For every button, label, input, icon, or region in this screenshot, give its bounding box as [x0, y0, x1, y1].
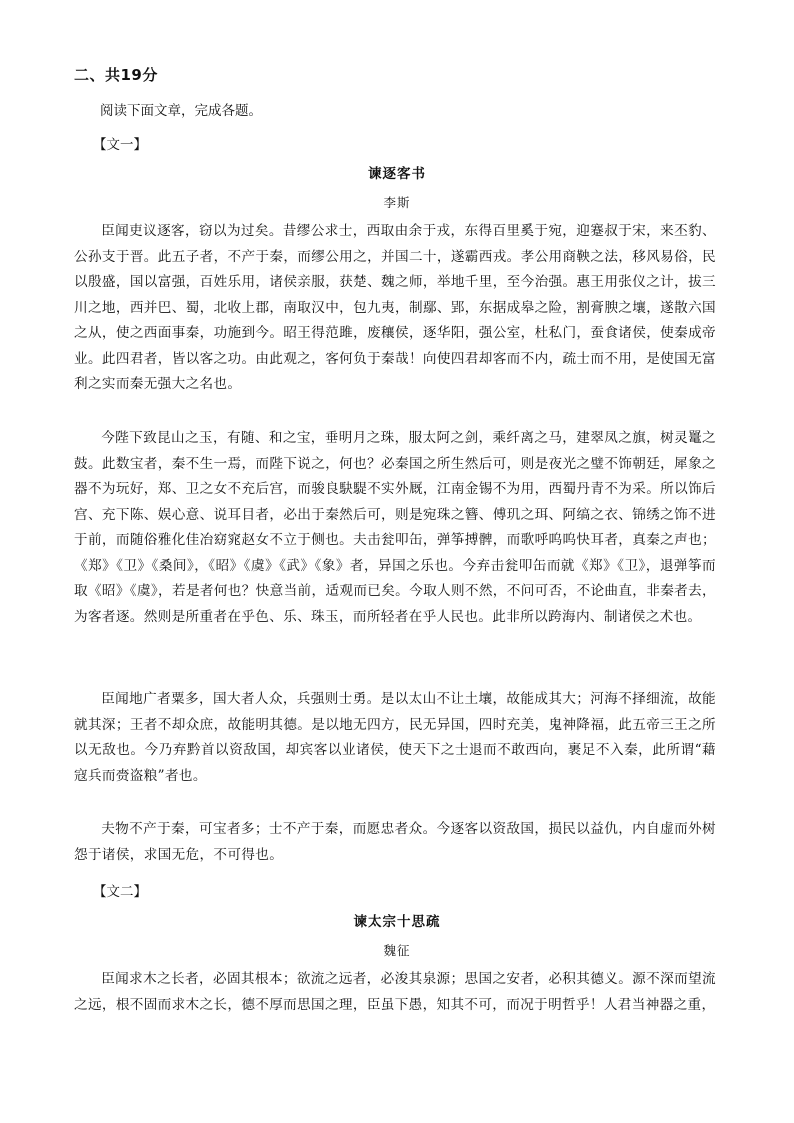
- text2-label: 【文二】: [93, 884, 147, 900]
- text1-author: 李斯: [383, 195, 411, 210]
- text2-title: 谏太宗十思疏: [353, 914, 441, 930]
- text1-paragraph-2: 今陛下致昆山之玉，有随、和之宝，垂明月之珠，服太阿之剑，乘纤离之马，建翠凤之旗，树灵鼍之鼓。此数宝者，秦不生一焉，而陛下说之，何也？必秦国之所生然后可，则是夜光之璧不饰朝廷，犀象之器不为玩好，郑、卫之女不充后宫，而骏良駃騠不实外厩，江南金锡不为用，西蜀丹青不为采。所以饰后宫、充下陈、娱心意、说耳目者，必出于秦然后可，则是宛珠之簪、傅玑之珥、阿缟之衣、锦绣之饰不进于前，而随俗雅化佳冶窈窕赵女不立于侧也。夫击瓮叩缶，弹筝搏髀，而歌呼呜呜快耳者，真秦之声也；《郑》《卫》《桑间》，《昭》《虞》《武》《象》者，异国之乐也。今弃击瓮叩缶而就《郑》《卫》，退弹筝而取《昭》《虞》，若是者何也？快意当前，适观而已矣。今取人则不然，不问可否，不论曲直，非秦者去，为客者逐。然则是所重者在乎色、乐、珠玉，而所轻者在乎人民也。此非所以跨海内、制诸侯之术也。: [74, 430, 716, 625]
- text1-title: 谏逐客书: [368, 166, 426, 182]
- text1-paragraph-1: 臣闻吏议逐客，窃以为过矣。昔缪公求士，西取由余于戎，东得百里奚于宛，迎蹇叔于宋，来丕豹、公孙支于晋。此五子者，不产于秦，而缪公用之，并国二十，遂霸西戎。孝公用商鞅之法，移风易俗，民以殷盛，国以富强，百姓乐用，诸侯亲服，获楚、魏之师，举地千里，至今治强。惠王用张仪之计，拔三川之地，西并巴、蜀，北收上郡，南取汉中，包九夷，制鄢、郢，东据成皋之险，割膏腴之壤，遂散六国之从，使之西面事秦，功施到今。昭王得范雎，废穰侯，逐华阳，强公室，杜私门，蚕食诸侯，使秦成帝业。此四君者，皆以客之功。由此观之，客何负于秦哉！向使四君却客而不内，疏士而不用，是使国无富利之实而秦无强大之名也。: [74, 223, 716, 392]
- section-heading: 二、共19分: [74, 66, 158, 84]
- text1-label: 【文一】: [93, 137, 147, 153]
- section-instruction: 阅读下面文章，完成各题。: [100, 103, 262, 119]
- text2-author: 魏征: [383, 943, 411, 958]
- text1-paragraph-3: 臣闻地广者粟多，国大者人众，兵强则士勇。是以太山不让土壤，故能成其大；河海不择细流，故能就其深；王者不却众庶，故能明其德。是以地无四方，民无异国，四时充美，鬼神降福，此五帝三王之所以无敌也。今乃弃黔首以资敌国，却宾客以业诸侯，使天下之士退而不敢西向，裹足不入秦，此所谓“藉寇兵而赍盗粮”者也。: [74, 691, 716, 784]
- text1-paragraph-4: 夫物不产于秦，可宝者多；士不产于秦，而愿忠者众。今逐客以资敌国，损民以益仇，内自虚而外树怨于诸侯，求国无危，不可得也。: [74, 821, 716, 863]
- text2-paragraph-1: 臣闻求木之长者，必固其根本；欲流之远者，必浚其泉源；思国之安者，必积其德义。源不深而望流之远，根不固而求木之长，德不厚而思国之理，臣虽下愚，知其不可，而况于明哲乎！人君当神器之重，: [74, 971, 716, 1013]
